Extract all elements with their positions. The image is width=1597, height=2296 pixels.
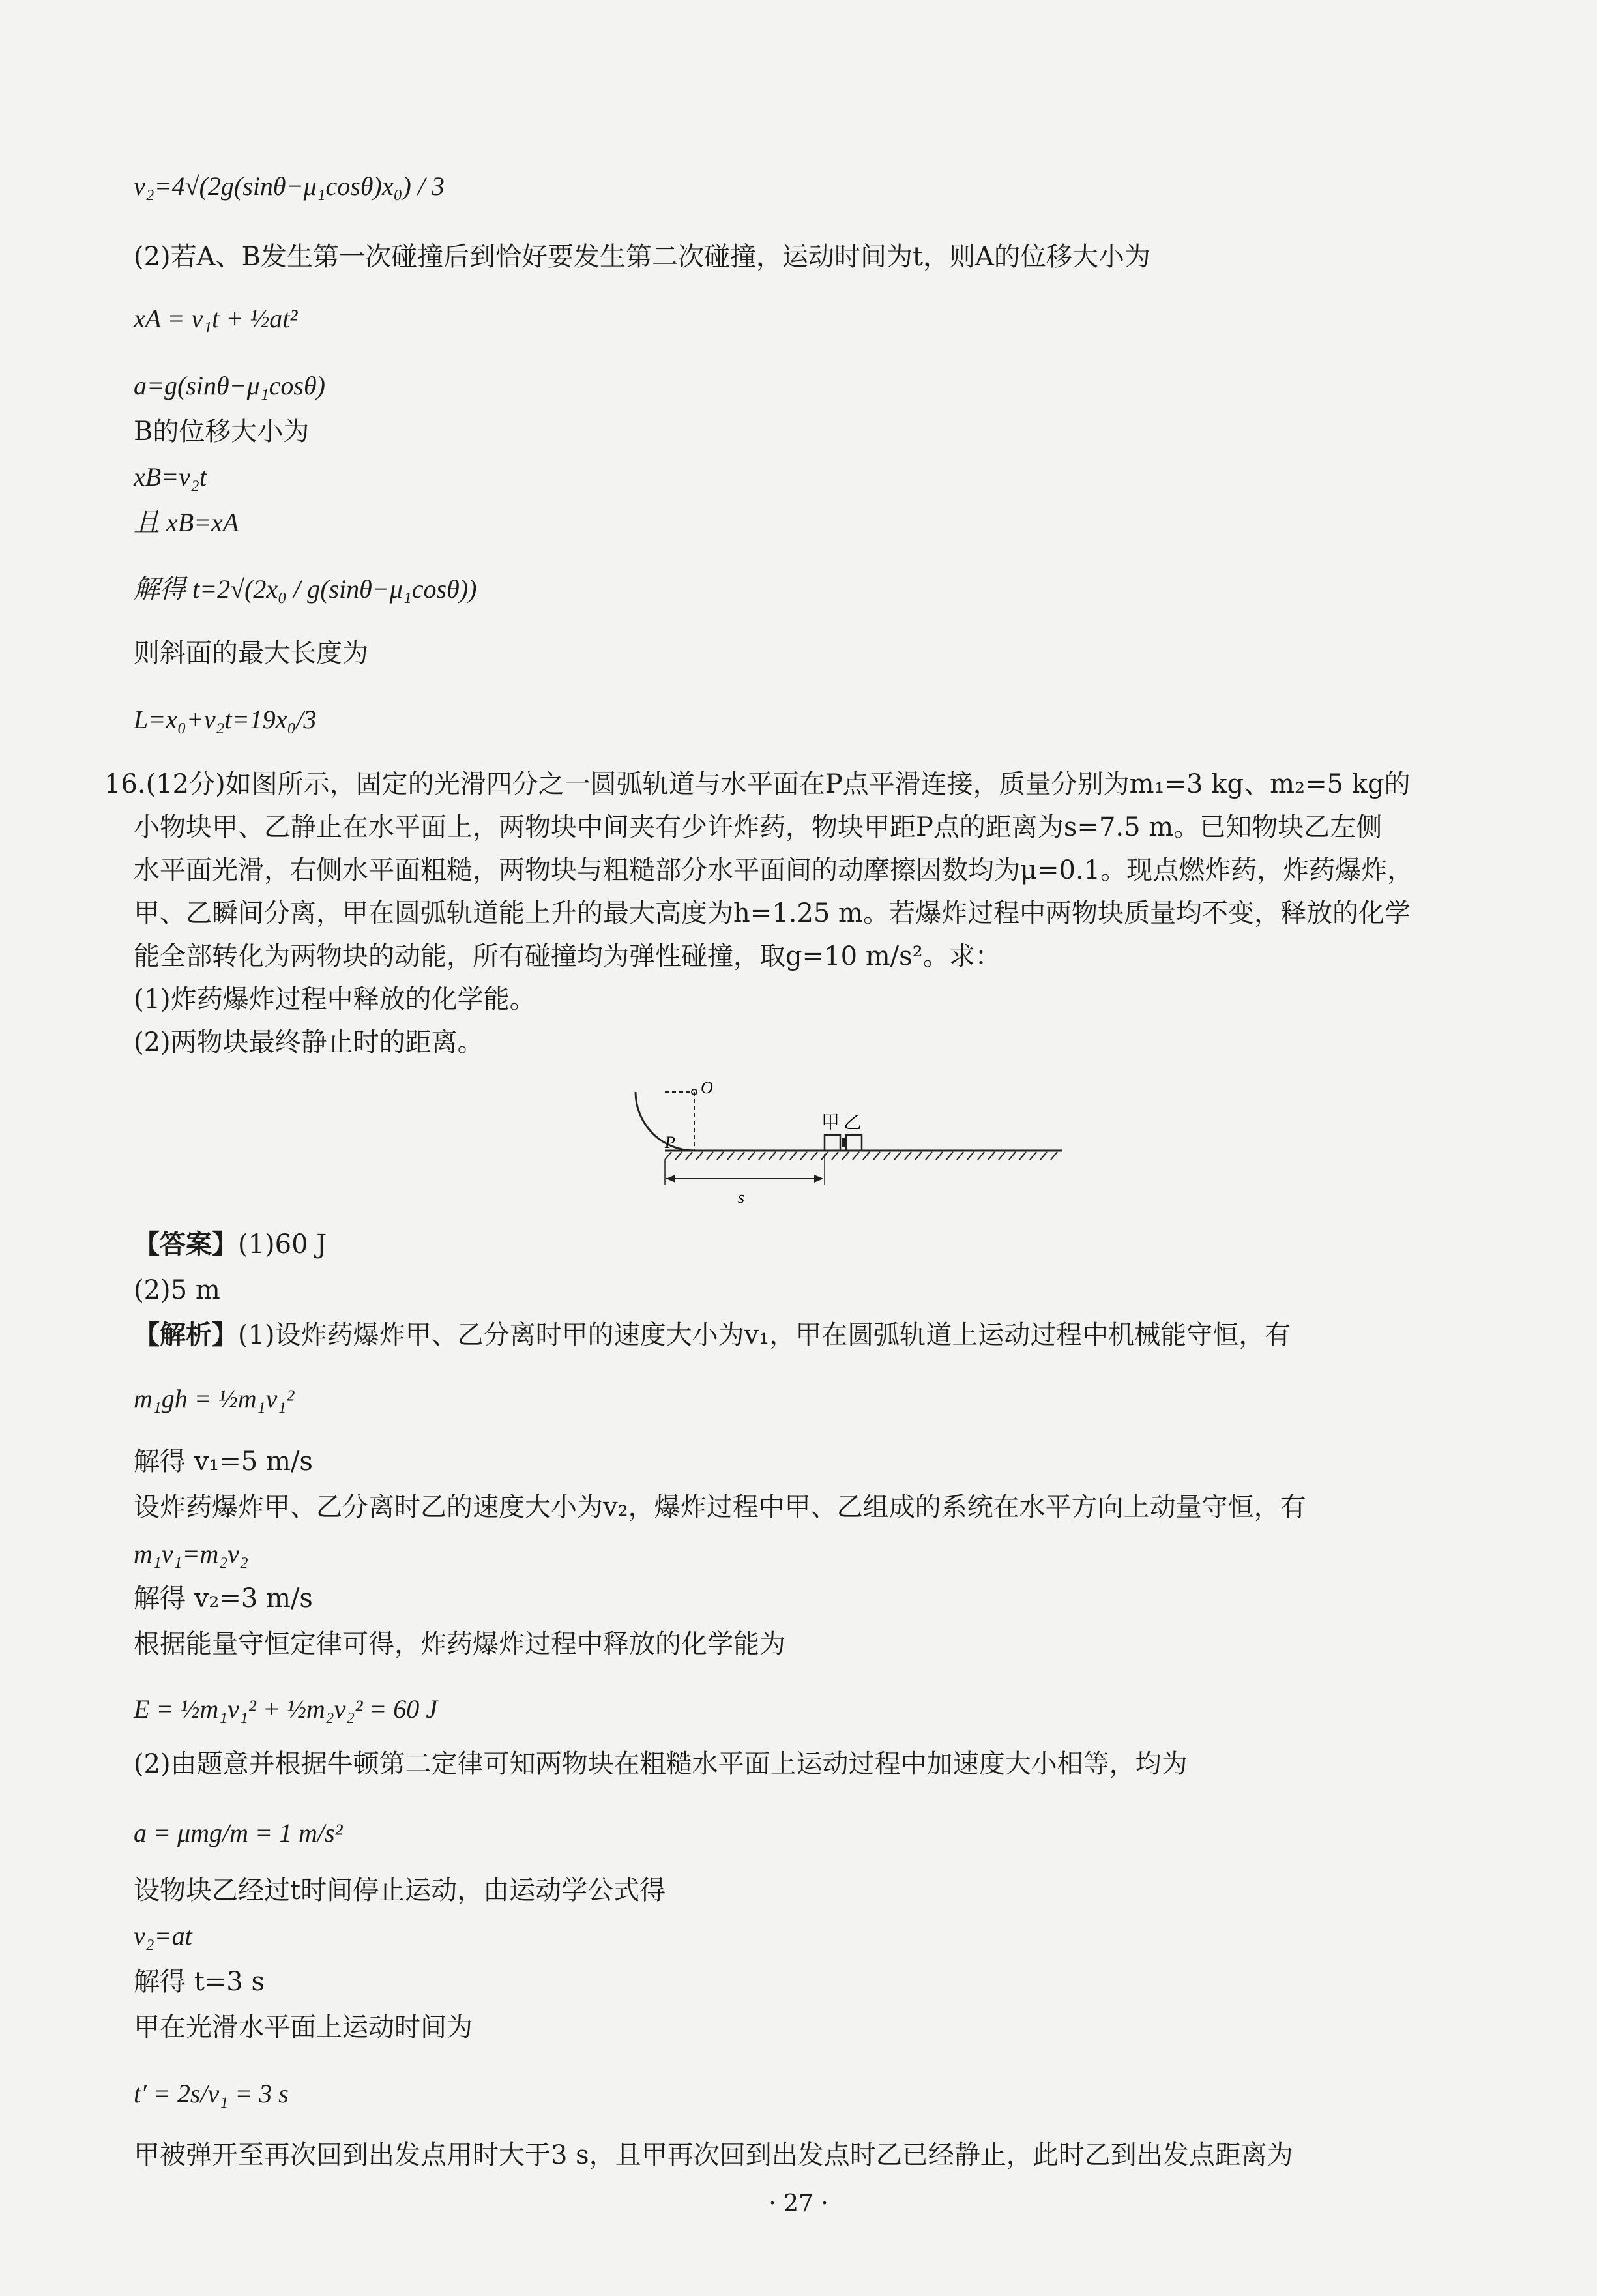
analysis-line-1 bbox=[134, 1319, 1291, 1351]
B-displacement-text: B的位移大小为 bbox=[134, 417, 310, 447]
answer-1 bbox=[134, 1229, 327, 1260]
page-number: · 27 · bbox=[769, 2190, 828, 2217]
question-1: (1)炸药爆炸过程中释放的化学能。 bbox=[134, 984, 536, 1014]
xA-equation: xA = v₁t + ½at² bbox=[134, 304, 298, 333]
answer-label: 【答案】 bbox=[134, 1229, 238, 1259]
analysis-line-3: 设炸药爆炸甲、乙分离时乙的速度大小为v₂，爆炸过程中甲、乙组成的系统在水平方向上动量守恒，有 bbox=[134, 1492, 1306, 1522]
ground-hatching bbox=[665, 1152, 1057, 1160]
analysis-text-1: (1)设炸药爆炸甲、乙分离时甲的速度大小为v₁，甲在圆弧轨道上运动过程中机械能守恒，有 bbox=[238, 1320, 1291, 1350]
step2-intro: (2)若A、B发生第一次碰撞后到恰好要发生第二次碰撞，运动时间为t，则A的位移大小为 bbox=[134, 242, 1150, 272]
chemical-energy-equation: E = ½m₁v₁² + ½m₂v₂² = 60 J bbox=[134, 1694, 438, 1724]
analysis-line-10: 甲被弹开至再次回到出发点用时大于3 s，且甲再次回到出发点时乙已经静止，此时乙到出发点距离为 bbox=[134, 2140, 1293, 2170]
problem-16-line-1: 16.(12分)如图所示，固定的光滑四分之一圆弧轨道与水平面在P点平滑连接，质量分别为m₁=3 kg、m₂=5 kg的 bbox=[104, 769, 1411, 799]
L-equation: L=x₀+v₂t=19x₀/3 bbox=[134, 705, 317, 734]
v2-equation: v₂=4√(2g(sinθ−μ₁cosθ)x₀) / 3 bbox=[134, 171, 445, 201]
problem-16 bbox=[104, 763, 1496, 1064]
analysis-line-8: 解得 t=3 s bbox=[134, 1967, 265, 1997]
label-yi: 乙 bbox=[843, 1113, 862, 1133]
answer-1-value: (1)60 J bbox=[238, 1229, 327, 1259]
problem-16-line-5: 能全部转化为两物块的动能，所有碰撞均为弹性碰撞，取g=10 m/s²。求： bbox=[134, 941, 1001, 971]
dim-arrow-left bbox=[666, 1175, 675, 1183]
label-P: P bbox=[665, 1133, 675, 1152]
t-equation: 解得 t=2√(2x₀ / g(sinθ−μ₁cosθ)) bbox=[134, 574, 477, 604]
analysis-line-7: 设物块乙经过t时间停止运动，由运动学公式得 bbox=[134, 1876, 666, 1906]
analysis-line-5: 根据能量守恒定律可得，炸药爆炸过程中释放的化学能为 bbox=[134, 1629, 785, 1659]
explosive bbox=[842, 1138, 845, 1147]
analysis-line-6: (2)由题意并根据牛顿第二定律可知两物块在粗糙水平面上运动过程中加速度大小相等，均为 bbox=[134, 1749, 1188, 1779]
label-jia: 甲 bbox=[821, 1113, 840, 1133]
analysis-line-2: 解得 v₁=5 m/s bbox=[134, 1447, 313, 1477]
problem-figure bbox=[626, 1072, 1082, 1222]
label-s: s bbox=[738, 1188, 745, 1207]
xB-equation: xB=v₂t bbox=[134, 462, 207, 492]
analysis-line-9: 甲在光滑水平面上运动时间为 bbox=[134, 2012, 473, 2042]
analysis-line-4: 解得 v₂=3 m/s bbox=[134, 1583, 313, 1613]
a-equation: a=g(sinθ−μ₁cosθ) bbox=[134, 371, 325, 400]
problem-16-line-4: 甲、乙瞬间分离，甲在圆弧轨道能上升的最大高度为h=1.25 m。若爆炸过程中两物块质量均不变，释放的化学 bbox=[134, 898, 1411, 928]
label-O: O bbox=[701, 1078, 713, 1097]
block-jia bbox=[825, 1135, 840, 1151]
time-equation: t′ = 2s/v₁ = 3 s bbox=[134, 2079, 289, 2108]
problem-16-line-3: 水平面光滑，右侧水平面粗糙，两物块与粗糙部分水平面间的动摩擦因数均为μ=0.1。现点燃炸药，炸药爆炸， bbox=[134, 855, 1414, 885]
answer-2: (2)5 m bbox=[134, 1275, 220, 1305]
block-yi bbox=[846, 1135, 862, 1151]
question-2: (2)两物块最终静止时的距离。 bbox=[134, 1027, 484, 1057]
energy-conservation-equation: m₁gh = ½m₁v₁² bbox=[134, 1384, 295, 1413]
problem-16-line-2: 小物块甲、乙静止在水平面上，两物块中间夹有少许炸药，物块甲距P点的距离为s=7.5 m。已知物块乙左侧 bbox=[134, 812, 1383, 842]
max-length-text: 则斜面的最大长度为 bbox=[134, 638, 368, 668]
dim-arrow-right bbox=[814, 1175, 823, 1183]
acceleration-equation: a = μmg/m = 1 m/s² bbox=[134, 1818, 343, 1847]
condition-equation: 且 xB=xA bbox=[134, 508, 239, 537]
kinematics-equation: v₂=at bbox=[134, 1921, 192, 1950]
momentum-equation: m₁v₁=m₂v₂ bbox=[134, 1539, 248, 1568]
analysis-label: 【解析】 bbox=[134, 1319, 238, 1350]
